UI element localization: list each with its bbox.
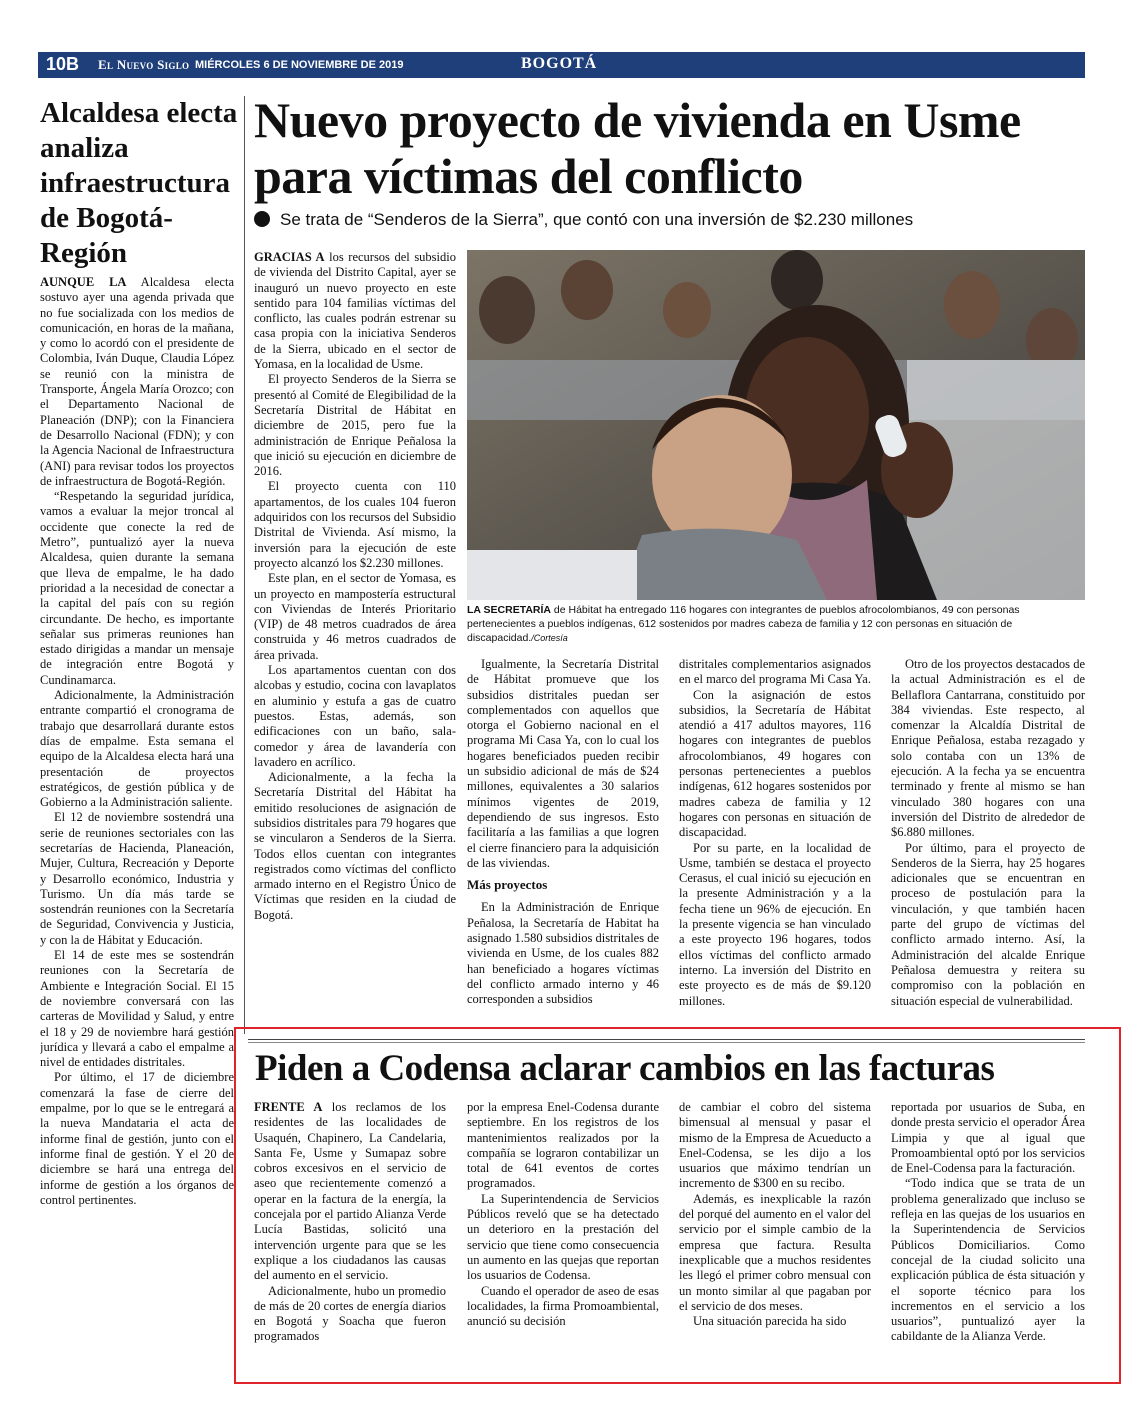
box-paragraph: de cambiar el cobro del sistema bimensual al mensual y pasar el mismo de la Empresa de Acueducto a Enel-Codensa, se les dijo a los usuarios que máximo tendrían un incremento de $300 en su recibo. — [679, 1100, 871, 1191]
sidebar-headline: Alcaldesa electa analiza infraestructura de Bogotá-Región — [40, 97, 238, 269]
box-paragraph: FRENTE A los reclamos de los residentes de las localidades de Usaquén, Chapinero, La Candelaria, Santa Fe, Usme y Sumapaz sobre cobros excesivos en el servicio de aseo que recientemente comenzó a operar en la factura de la energía, la concejala por el partido Alianza Verde Lucía Bastidas, solicitó una intervención urgente para que se les explique a los ciudadanos las causas del aumento en el servicio. — [254, 1100, 446, 1283]
photo-caption: LA SECRETARÍA de Hábitat ha entregado 116 hogares con integrantes de pueblos afrocolombianos, 49 con personas pertenecientes a pueblos indígenas, 612 sostenidos por madres cabeza de familia y 12 con personas en situación de discapacidad./Cortesía — [467, 604, 1020, 644]
main-lead: GRACIAS A — [254, 250, 325, 264]
caption-lead: LA SECRETARÍA — [467, 604, 551, 616]
sidebar-paragraph: El 14 de este mes se sostendrán reuniones con la Secretaría de Ambiente e Integración Social. El 15 de noviembre conversará con las carteras de Movilidad y Salud, y entre el 18 y 29 de noviembre hará gestión jurídica y llevará a cabo el empalme a nivel de entidades distritales. — [40, 948, 234, 1070]
main-paragraph: En la Administración de Enrique Peñalosa, la Secretaría de Habitat ha asignado 1.580 subsidios distritales de vivienda en Usme, de los cuales 882 han beneficiado a hogares víctimas del conflicto armado interno y 46 corresponden a subsidios — [467, 900, 659, 1007]
box-headline: Piden a Codensa aclarar cambios en las facturas — [255, 1048, 995, 1089]
main-paragraph: Igualmente, la Secretaría Distrital de Hábitat promueve que los subsidios distritales puedan ser complementados con aquellos que otorga el Gobierno nacional en el programa Mi Casa Ya, con lo cual los hogares beneficiados pueden recibir un subsidio adicional de más de $24 millones, equivalentes a 30 salarios mínimos vigentes de 2019, dependiendo de sus ingresos. Esto facilitaría a las familias a que logren el cierre financiero para la adquisición de las viviendas. — [467, 657, 659, 870]
main-column-1 — [254, 250, 456, 1030]
box-paragraph: reportada por usuarios de Suba, en donde presta servicio el operador Área Limpia y que al igual que Promoambiental optó por los servicios de Enel-Codensa para la facturación. — [891, 1100, 1085, 1176]
box-paragraph: La Superintendencia de Servicios Públicos reveló que se ha detectado un deterioro en la prestación del servicio que tiene como consecuencia un aumento en las quejas que reportan los usuarios de Codensa. — [467, 1191, 659, 1283]
main-paragraph: El proyecto Senderos de la Sierra se presentó al Comité de Elegibilidad de la Secretaría Distrital de Hábitat en diciembre de 2015, pero fue la administración de Enrique Peñalosa la que inició su ejecución en diciembre de 2016. — [254, 372, 456, 479]
main-paragraph: El proyecto cuenta con 110 apartamentos, de los cuales 104 fueron adquiridos con los recursos del Subsidio Distrital de Vivienda. Así mismo, la inversión para la ejecución de este proyecto alcanzó los $2.230 millones. — [254, 479, 456, 570]
box-paragraph: Además, es inexplicable la razón del porqué del aumento en el valor del servicio por el simple cambio de la empresa que factura. Resulta inexplicable que a muchos residentes les llegó el primer cobro mensual con un monto similar al que pagaban por el servicio de dos meses. — [679, 1191, 871, 1313]
main-column-3 — [679, 657, 871, 1030]
main-column-2 — [467, 657, 659, 1030]
box-paragraph: Cuando el operador de aseo de esas localidades, la firma Promoambiental, anunció su decisión — [467, 1283, 659, 1329]
main-paragraph: Por último, para el proyecto de Senderos de la Sierra, hay 25 hogares adicionales que se encuentran en proceso de postulación para la vinculación, y que también hacen parte del grupo de víctimas del conflicto armado interno. Así, la Administración del alcalde Enrique Peñalosa demuestra y reitera su compromiso con la población en situación especial de vulnerabilidad. — [891, 840, 1085, 1008]
main-paragraph: distritales complementarios asignados en el marco del programa Mi Casa Ya. — [679, 657, 871, 687]
main-headline: Nuevo proyecto de vivienda en Usme para víctimas del conflicto — [254, 92, 1021, 204]
box-paragraph: “Todo indica que se trata de un problema generalizado que incluso se refleja en las quejas de los usuarios en la Superintendencia de Servicios Públicos Domiciliarios. Como concejal de la ciudad solicito una explicación pública de ésta situación y el soporte técnico para los incrementos en el servicio a los usuarios”, puntualizó ayer la cabildante de la Alianza Verde. — [891, 1176, 1085, 1344]
section-name: BOGOTÁ — [521, 55, 598, 72]
sidebar-paragraph: AUNQUE LA Alcaldesa electa sostuvo ayer una agenda privada que no fue socializada con los medios de comunicación, en horas de la mañana, y como lo acordó con el presidente de Colombia, Iván Duque, Claudia López se reunió con la ministra de Transporte, Ángela María Orozco; con el Departamento Nacional de Planeación (DNP); con la Financiera de Desarrollo Nacional (FDN); y con la Agencia Nacional de Infraestructura (ANI) para revisar todos los proyectos de infraestructura de Bogotá-Región. — [40, 275, 234, 488]
main-column-4 — [891, 657, 1085, 1030]
bullet-icon — [254, 211, 270, 227]
main-photo — [467, 250, 1085, 600]
page-header-bar — [38, 52, 1085, 78]
main-paragraph: Este plan, en el sector de Yomasa, es un proyecto en mampostería estructural con Viviendas de Interés Prioritario (VIP) de 48 metros cuadrados de área construida y 46 metros cuadrados de área privada. — [254, 571, 456, 662]
highlight-box — [234, 1027, 1121, 1384]
box-paragraph: por la empresa Enel-Codensa durante septiembre. En los registros de los mantenimientos realizados por la compañía se lograron contabilizar un total de 641 eventos de cortes programados. — [467, 1100, 659, 1191]
main-paragraph: Los apartamentos cuentan con dos alcobas y estudio, cocina con lavaplatos en aluminio y estufa a gas de cuatro puestos. Estas, además, son edificaciones con un baño, sala-comedor y área de lavandería con lavadero en acrílico. — [254, 663, 456, 769]
sidebar-paragraph: El 12 de noviembre sostendrá una serie de reuniones sectoriales con las secretarías de Hacienda, Planeación, Mujer, Cultura, Recreación y Deporte y Desarrollo económico, Industria y Turismo. Un día más tarde se sostendrán reuniones con la Secretaría de Seguridad, Convivencia y Justicia, y con la de Hábitat y Educación. — [40, 810, 234, 947]
box-lead: FRENTE A — [254, 1100, 323, 1114]
main-paragraph: GRACIAS A los recursos del subsidio de vivienda del Distrito Capital, ayer se inauguró un nuevo proyecto en este sentido para 104 familias víctimas del conflicto, las cuales podrán estrenar su casa propia con la iniciativa Senderos de la Sierra, ubicado en el sector de Yomasa, en la localidad de Usme. — [254, 250, 456, 372]
box-paragraph: Una situación parecida ha sido — [693, 1314, 847, 1329]
main-paragraph: Por su parte, en la localidad de Usme, también se destaca el proyecto Cerasus, el cual inició su ejecución en la presente Administración y a la fecha tiene un 96% de ejecución. En la presente vigencia se han vinculado a este proyecto 196 hogares, todos ellos víctimas del conflicto armado interno. La inversión del Distrito en este proyecto es de más de $9.120 millones. — [679, 840, 871, 1008]
main-paragraph: Con la asignación de estos subsidios, la Secretaría de Hábitat atendió a 417 adultos mayores, 116 hogares con integrantes de pueblos afrocolombianos, 49 hogares con personas pertenecientes a pueblos indígenas, 612 hogares sostenidos por madres cabeza de familia y 12 hogares con personas en situación de discapacidad. — [679, 687, 871, 840]
sidebar-paragraph: Adicionalmente, la Administración entrante compartió el cronograma de trabajo que desarrollará durante estos días de empalme. Esta semana el equipo de la Alcaldesa electa hará una presentación de proyectos estratégicos, de gestión pública y de Gobierno a la Administración saliente. — [40, 688, 234, 810]
column-divider — [244, 96, 245, 1034]
main-paragraph: Otro de los proyectos destacados de la actual Administración es el de Bellaflora Cantarrana, constituido por 384 viviendas. Este respecto, al comenzar la Alcaldía Distrital de Enrique Peñalosa, estaba rezagado y solo contaba con un 13% de ejecución. A la fecha ya se encuentra terminado y frente al mismo se han vinculado 380 hogares con una inversión del Distrito de alrededor de $6.880 millones. — [891, 657, 1085, 840]
issue-date: MIÉRCOLES 6 DE NOVIEMBRE DE 2019 — [195, 59, 404, 71]
page-number: 10B — [46, 54, 80, 74]
sidebar-paragraph: Por último, el 17 de diciembre comenzará la fase de cierre del empalme, por lo que se le entregará a la nueva Mandataria el acta de informe final de gestión, junto con el informe final de gestión. Y el 20 de diciembre se hará una entrega del informe de gestión a los órganos de control pertinentes. — [40, 1070, 234, 1207]
photo-credit: /Cortesía — [531, 633, 568, 643]
section-subhead: Más proyectos — [467, 877, 548, 893]
main-subtitle: Se trata de “Senderos de la Sierra”, que contó con una inversión de $2.230 millones — [254, 210, 1084, 230]
sidebar-lead: AUNQUE LA — [40, 275, 127, 289]
sidebar-body — [40, 275, 234, 1355]
box-paragraph: Adicionalmente, hubo un promedio de más de 20 cortes de energía diarios en Bogotá y Soacha que fueron programados — [254, 1283, 446, 1344]
sidebar-paragraph: “Respetando la seguridad jurídica, vamos a evaluar la mejor troncal al occidente que conecte la red de Metro”, puntualizó ayer la nueva Alcaldesa, quien durante la semana que lleva de empalme, le ha dado prioridad a la necesidad de conectar a la capital del país con su región circundante. De hecho, es importante señalar sus primeras reuniones han estado dirigidas a mandar un mensaje de integración entre Bogotá y Cundinamarca. — [40, 489, 234, 687]
main-paragraph: Adicionalmente, a la fecha la Secretaría Distrital del Hábitat ha emitido resoluciones de asignación de subsidios distritales para 79 hogares que se vincularon a Senderos de la Sierra. Todos ellos cuentan con integrantes registrados como víctimas del conflicto armado interno en el Registro Único de Víctimas que residen en la ciudad de Bogotá. — [254, 770, 456, 922]
newspaper-name: El Nuevo Siglo — [98, 57, 190, 72]
